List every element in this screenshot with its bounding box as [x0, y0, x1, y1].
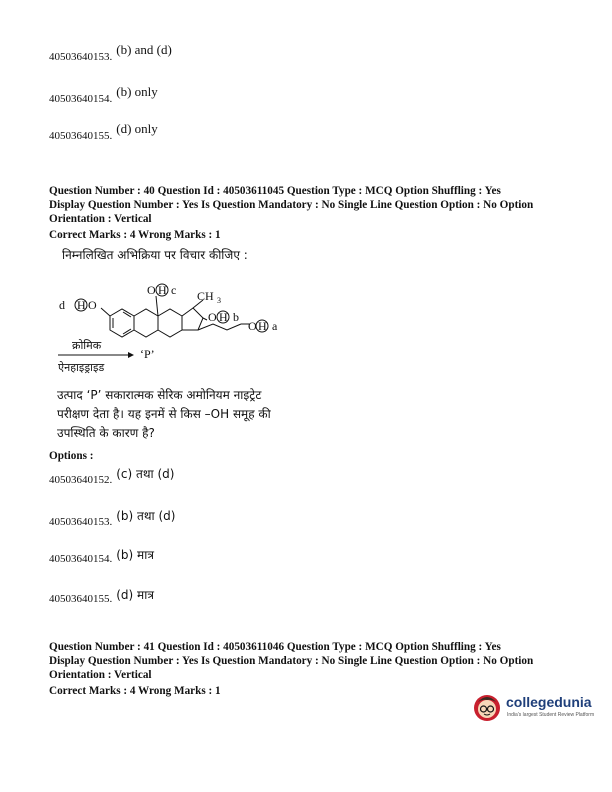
prev-option-1[interactable]: [49, 42, 172, 65]
h-letter-b: H: [219, 310, 228, 324]
option-text: (b) only: [116, 84, 158, 99]
q40-option-4[interactable]: [49, 589, 154, 607]
option-id: 40503640153.: [49, 51, 113, 63]
o-letter-d: O: [88, 298, 97, 312]
q40-meta-line3: Orientation : Vertical: [49, 213, 152, 225]
h-letter-c: H: [158, 283, 167, 297]
q41-meta-line2: Display Question Number : Yes Is Question Mandatory : No Single Line Question Option : No Option: [49, 655, 534, 667]
ring-b: [134, 309, 158, 337]
reagent-line2: ऐनहाइड्राइड: [58, 361, 105, 374]
q40-option-3[interactable]: [49, 549, 154, 567]
logo-tagline: India's largest Student Review Platform: [507, 712, 595, 718]
options-label: Options :: [49, 450, 94, 462]
prev-option-2[interactable]: [49, 84, 158, 107]
option-id: 40503640154.: [49, 93, 113, 105]
q40-marks: Correct Marks : 4 Wrong Marks : 1: [49, 229, 221, 241]
ch3-label: CH: [197, 289, 214, 303]
option-text: (b) तथा (d): [116, 509, 176, 523]
q40-option-2[interactable]: [49, 509, 176, 530]
option-id: 40503640152.: [49, 474, 113, 486]
prev-option-3[interactable]: [49, 121, 158, 144]
option-text: (b) मात्र: [116, 548, 154, 562]
product-label: ‘P’: [140, 347, 155, 361]
ring-d: [182, 308, 203, 330]
option-id: 40503640153.: [49, 516, 113, 528]
o-letter-a: O: [248, 319, 257, 333]
reaction-arrow: [56, 350, 136, 360]
option-id: 40503640155.: [49, 130, 113, 142]
label-b: b: [233, 310, 239, 324]
q41-meta-line3: Orientation : Vertical: [49, 669, 152, 681]
mascot-icon: [470, 690, 504, 724]
label-d: d: [59, 298, 65, 312]
label-a: a: [272, 319, 278, 333]
option-text: (b) and (d): [116, 42, 172, 57]
reagent-line1: क्रोमिक: [72, 339, 102, 352]
ch3-subscript: 3: [217, 296, 221, 305]
label-c: c: [171, 283, 177, 297]
q40-prompt: निम्नलिखित अभिक्रिया पर विचार कीजिए :: [62, 248, 248, 262]
o-letter-b: O: [208, 310, 217, 324]
option-text: (c) तथा (d): [116, 467, 175, 481]
q41-meta-line1: Question Number : 41 Question Id : 40503611046 Question Type : MCQ Option Shuffling : Yes: [49, 641, 501, 653]
q40-option-1[interactable]: [49, 467, 175, 488]
h-letter-a: H: [258, 319, 267, 333]
q40-meta-line2: Display Question Number : Yes Is Question Mandatory : No Single Line Question Option : No Option: [49, 199, 534, 211]
q40-question-line2: परीक्षण देता है। यह इनमें से किस –OH समूह की: [57, 407, 271, 421]
option-id: 40503640154.: [49, 553, 113, 565]
side-chain: [198, 324, 241, 330]
q41-marks: Correct Marks : 4 Wrong Marks : 1: [49, 685, 221, 697]
q40-question-line1: उत्पाद ‘P’ सकारात्मक सेरिक अमोनियम नाइट्रेट: [57, 388, 262, 402]
h-letter-d: H: [77, 298, 86, 312]
collegedunia-logo: [470, 690, 598, 724]
ring-c: [158, 309, 182, 337]
q40-question-line3: उपस्थिति के कारण है?: [57, 426, 155, 440]
option-text: (d) only: [116, 121, 158, 136]
option-id: 40503640155.: [49, 593, 113, 605]
logo-name: collegedunia: [506, 694, 592, 710]
q40-meta-line1: Question Number : 40 Question Id : 40503611045 Question Type : MCQ Option Shuffling : Yes: [49, 185, 501, 197]
option-text: (d) मात्र: [116, 588, 154, 602]
aromatic-ring: [110, 309, 134, 337]
o-letter-c: O: [147, 283, 156, 297]
